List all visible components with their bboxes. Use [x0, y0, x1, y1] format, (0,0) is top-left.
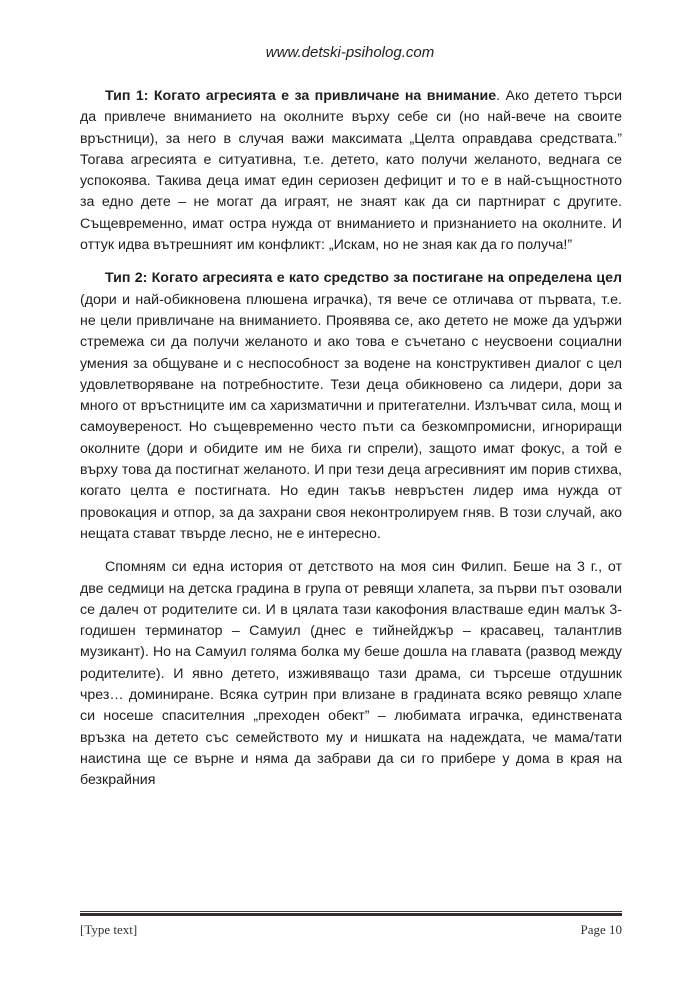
header-url: www.detski-psiholog.com [265, 44, 435, 61]
paragraph-text: Спомням си една история от детството на моя син Филип. Беше на 3 г., от две седмици на детска градина в група от ревящи хлапета, за първи път озовали се далеч от родителите си. И в цялата тази какофония властваше един малък 3-годишен терминатор – Самуил (днес е тийнейджър – красавец, талантлив музикант). Но на Самуил голяма болка му беше дошла на главата (развод между родителите). И явно детето, изживяващо тази драма, си търсеше отдушник чрез… доминиране. Всяка сутрин при влизане в градината всяко ревящо хлапе си носеше спасителния „преходен обект” – любимата играчка, единствената връзка на детето със семейството му и нишката на надеждата, че мама/тати наистина ще се върне и няма да забрави да си го прибере у дома в края на безкрайния [80, 559, 622, 789]
footer-rule-thick [80, 913, 622, 916]
footer-left-text: [Type text] [80, 922, 138, 937]
footer-rule [80, 911, 622, 917]
footer-rule-thin [80, 911, 622, 912]
page-number: Page 10 [580, 922, 622, 937]
paragraph-type-1 [80, 86, 622, 256]
paragraph-text: (дори и най-обикновена плюшена играчка), тя вече се отличава от първата, т.е. не цели привличане на вниманието. Проявява се, ако детето не може да удържи стремежа си да получи желаното и ако това е съчетано с неусвоени социални умения за общуване и с неспособност за водене на конструктивен диалог с цел удовлетворяване на потребностите. Тези деца обикновено са лидери, дори за много от връстниците им са харизматични и притегателни. Излъчват сила, мощ и самоувереност. Но същевременно често пъти са безкомпромисни, игнориращи околните (дори и обидите им не биха ги спрели), защото имат фокус, а той е върху това да постигнат желаното. И при тези деца агресивният им порив стихва, когато целта е постигната. Но един такъв невръстен лидер има нужда от провокация и отпор, за да захрани своя неконтролируем гняв. В този случай, ако нещата стават твърде лесно, не е интересно. [80, 291, 622, 542]
body-text [80, 86, 622, 804]
page-footer [80, 922, 622, 938]
paragraph-text: . Ако детето търси да привлече вниманието на околните върху себе си (но най-вече на своите връстници), за него в случая важи максимата „Целта оправдава средствата.” Тогава агресията е ситуативна, т.е. детето, като получи желаното, веднага се успокоява. Такива деца имат един сериозен дефицит и то е в най-същностното за едно дете – не могат да играят, не знаят как да си партнират с другите. Същевременно, имат остра нужда от вниманието и признанието на околните. И оттук идва вътрешният им конфликт: „Искам, но не зная как да го получа!” [80, 88, 622, 254]
paragraph-heading: Тип 1: Когато агресията е за привличане на внимание [105, 88, 497, 104]
paragraph-type-2 [80, 268, 622, 545]
paragraph-heading: Тип 2: Когато агресията е като средство за постигане на определена цел [105, 270, 622, 287]
paragraph-story [80, 557, 622, 791]
